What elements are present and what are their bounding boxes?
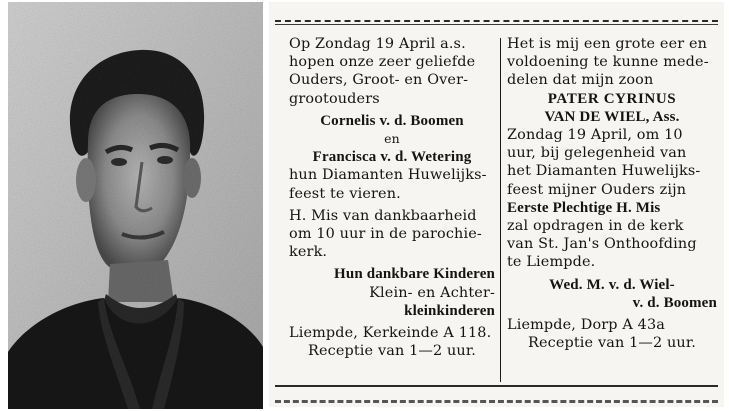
announcement-clipping xyxy=(269,2,724,407)
right-body2-line: zal opdragen in de kerk xyxy=(507,218,684,235)
right-reception: Receptie van 1—2 uur. xyxy=(527,335,696,352)
left-mass-line: H. Mis van dankbaarheid xyxy=(289,207,477,224)
left-name-wife: Francisca v. d. Wetering xyxy=(312,149,472,166)
column-divider xyxy=(500,38,501,382)
left-occasion-line: hun Diamanten Huwelijks- xyxy=(289,167,487,184)
left-signature-line: kleinkinderen xyxy=(404,302,495,319)
right-intro-line: voldoening te kunne mede- xyxy=(507,54,709,71)
right-intro-line: delen dat mijn zoon xyxy=(507,72,654,89)
left-mass-line: kerk. xyxy=(289,244,328,261)
left-name-husband: Cornelis v. d. Boomen xyxy=(320,112,464,129)
left-mass-line: om 10 uur in de parochie- xyxy=(289,226,482,243)
right-name-line: PATER CYRINUS xyxy=(547,90,677,107)
portrait-photo xyxy=(8,2,263,409)
right-mass-title: Eerste Plechtige H. Mis xyxy=(507,199,661,216)
top-border xyxy=(275,20,718,22)
right-signature-line: Wed. M. v. d. Wiel- xyxy=(549,276,675,293)
left-announcement xyxy=(289,35,495,360)
left-signature-line: Hun dankbare Kinderen xyxy=(334,266,495,283)
bottom-border xyxy=(275,385,718,387)
left-intro-line: Ouders, Groot- en Over- xyxy=(289,72,469,89)
left-intro-line: hopen onze zeer geliefde xyxy=(289,54,476,71)
right-body-line: het Diamanten Huwelijks- xyxy=(507,163,701,180)
left-occasion-line: feest te vieren. xyxy=(289,185,401,202)
right-body2-line: van St. Jan's Onthoofding xyxy=(507,236,697,253)
left-intro-line: Op Zondag 19 April a.s. xyxy=(289,36,466,52)
bottom-border-outer xyxy=(275,400,718,403)
right-signature-line: v. d. Boomen xyxy=(632,294,717,311)
right-address: Liempde, Dorp A 43a xyxy=(507,317,665,334)
left-intro-line: grootouders xyxy=(289,90,380,107)
right-body-line: uur, bij gelegenheid van xyxy=(507,145,687,162)
left-signature-line: Klein- en Achter- xyxy=(369,284,495,301)
top-border-inner xyxy=(275,24,718,25)
right-announcement xyxy=(507,35,717,352)
left-and: en xyxy=(384,131,400,147)
left-reception: Receptie van 1—2 uur. xyxy=(307,343,476,360)
left-address: Liempde, Kerkeinde A 118. xyxy=(289,325,492,342)
right-intro-line: Het is mij een grote eer en xyxy=(507,36,708,52)
right-body2-line: te Liempde. xyxy=(507,254,596,271)
right-body-line: Zondag 19 April, om 10 xyxy=(507,127,683,144)
right-name-line: VAN DE WIEL, Ass. xyxy=(544,108,680,125)
right-body-line: feest mijner Ouders zijn xyxy=(507,181,687,198)
